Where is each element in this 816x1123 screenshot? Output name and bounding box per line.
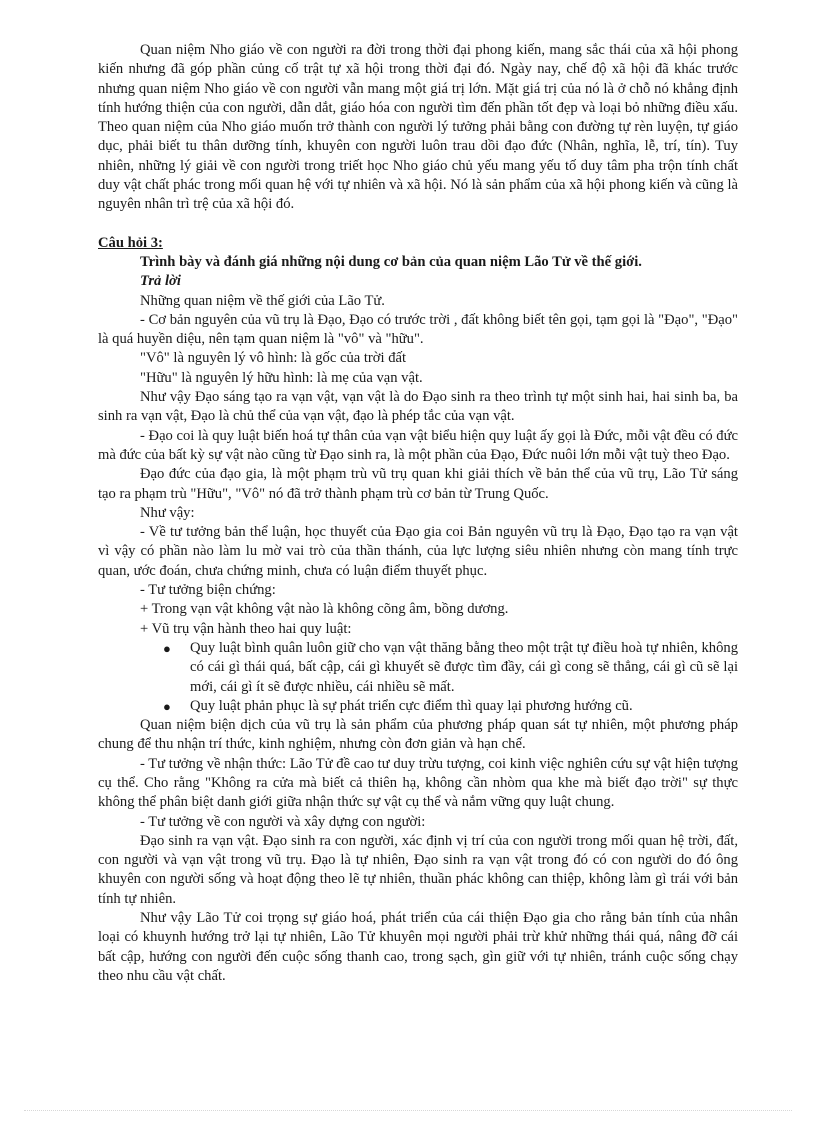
paragraph: - Tư tưởng biện chứng: bbox=[140, 582, 276, 599]
answer-label: Trả lời bbox=[140, 273, 181, 290]
paragraph: - Tư tưởng về con người và xây dựng con người: bbox=[140, 813, 426, 830]
paragraph: Như vậy: bbox=[140, 504, 195, 521]
question-title: Trình bày và đánh giá những nội dung cơ bản của quan niệm Lão Tử về thế giới. bbox=[140, 253, 642, 270]
paragraph: - Về tư tưởng bản thể luận, học thuyết của Đạo gia coi Bản nguyên vũ trụ là Đạo, Đạo tạo ra vạn vật vì vậy có phần nào làm lu mờ vai trò của thần thánh, của lực lượng siêu nhiên nhưng còn mang tính trực quan, ước đoán, chưa chứng minh, chưa có luận điểm thuyết phục. bbox=[98, 524, 738, 579]
paragraph: "Hữu" là nguyên lý hữu hình: là mẹ của vạn vật. bbox=[140, 369, 423, 386]
page-bottom-divider bbox=[24, 1110, 792, 1111]
paragraph: Quan niệm biện dịch của vũ trụ là sản phẩm của phương pháp quan sát tự nhiên, một phương pháp chung để thu nhận trí thức, kinh nghiệm, nhưng còn đơn giản và hạn chế. bbox=[98, 717, 738, 753]
question-heading: Câu hỏi 3: bbox=[98, 234, 163, 251]
paragraph: "Vô" là nguyên lý vô hình: là gốc của trời đất bbox=[140, 350, 407, 367]
paragraph: + Vũ trụ vận hành theo hai quy luật: bbox=[140, 620, 352, 637]
document-page bbox=[98, 41, 738, 986]
paragraph: - Đạo coi là quy luật biến hoá tự thân của vạn vật biểu hiện quy luật ấy gọi là Đức, mỗi vật đều có đức mà đức của bất kỳ sự vật nào cũng từ Đạo sinh ra, là một phần của Đạo, Đức nuôi lớn mỗi vật tuỳ theo Đạo. bbox=[98, 427, 738, 463]
paragraph: Đạo sinh ra vạn vật. Đạo sinh ra con người, xác định vị trí của con người trong mối quan hệ trời, đất, con người và vạn vật trong vũ trụ. Đạo là tự nhiên, Đạo sinh ra vạn vật trong đó có con người do đó ông khuyên con người sống và hoạt động theo lẽ tự nhiên, thuần phác không can thiệp, không làm gì trái với bản tính tự nhiên. bbox=[98, 832, 738, 907]
paragraph: + Trong vạn vật không vật nào là không cõng âm, bồng dương. bbox=[140, 601, 509, 618]
bullet-icon: ● bbox=[163, 640, 171, 656]
list-item bbox=[163, 639, 738, 697]
paragraph: - Cơ bản nguyên của vũ trụ là Đạo, Đạo có trước trời , đất không biết tên gọi, tạm gọi là "Đạo", "Đạo" là quá huyền diệu, nên tạm quan niệm là "vô" và "hữu". bbox=[98, 311, 738, 348]
bullet-icon: ● bbox=[163, 698, 171, 714]
paragraph: - Tư tưởng về nhận thức: Lão Tử đề cao tư duy trừu tượng, coi kinh việc nghiên cứu sự vật hiện tượng cụ thể. Cho rằng "Không ra cửa mà biết cả thiên hạ, không cần nhòm qua khe mà biết đạo trời" sự thực không thể phân biệt danh giới giữa nhận thức sự vật cụ thể và nắm vững quy luật chung. bbox=[98, 755, 738, 811]
intro-paragraph: Quan niệm Nho giáo về con người ra đời trong thời đại phong kiến, mang sắc thái của xã hội phong kiến nhưng đã góp phần củng cố trật tự xã hội trong thời đại đó. Ngày nay, chế độ xã hội đã khác trước nhưng quan niệm Nho giáo về con người vẫn mang một giá trị lớn. Mặt giá trị của nó là ở chỗ nó khẳng định tính hướng thiện của con người, dẫn dắt, giáo hóa con người tìm đến phần tốt đẹp và loại bỏ những điều xấu. Theo quan niệm của Nho giáo muốn trở thành con người lý tưởng phải bằng con đường tự rèn luyện, tự giáo dục, phải biết tu thân dưỡng tính, khuyên con người luôn trau dồi đạo đức (Nhân, nghĩa, lễ, trí, tín). Tuy nhiên, những lý giải về con người trong triết học Nho giáo chủ yếu mang yếu tố duy tâm pha trộn tính chất duy vật chất phác trong mối quan hệ với tự nhiên và xã hội. Nó là sản phẩm của xã hội phong kiến và cũng là nguyên nhân trì trệ của xã hội đó. bbox=[98, 42, 738, 213]
list-item bbox=[163, 697, 738, 716]
list-item-text: Quy luật phản phục là sự phát triển cực điểm thì quay lại phương hướng cũ. bbox=[190, 697, 633, 714]
bullet-list bbox=[98, 639, 738, 716]
list-item-text: Quy luật bình quân luôn giữ cho vạn vật thăng bằng theo một trật tự điều hoà tự nhiên, không có cái gì thái quá, bất cập, cái gì khuyết sẽ được tìm đầy, cái gì cong sẽ thẳng, cái gì cũ sẽ lại mới, cái gì ít sẽ được nhiều, cái nhiều sẽ mất. bbox=[190, 639, 738, 695]
paragraph: Đạo đức của đạo gia, là một phạm trù vũ trụ quan khi giải thích về bản thể của vũ trụ, Lão Tử sáng tạo ra phạm trù "Hữu", "Vô" nó đã trở thành phạm trù cơ bản từ Trung Quốc. bbox=[98, 466, 738, 502]
paragraph: Như vậy Lão Tử coi trọng sự giáo hoá, phát triển của cái thiện Đạo gia cho rằng bản tính của nhân loại có khuynh hướng trở lại tự nhiên, Lão Tử khuyên mọi người phải trừ khử những thái quá, nâng đỡ cái bất cập, hướng con người đến cuộc sống thanh cao, trong sạch, gìn giữ với tự nhiên, tránh cuộc sống chạy theo nhu cầu vật chất. bbox=[98, 910, 738, 984]
paragraph: Như vậy Đạo sáng tạo ra vạn vật, vạn vật là do Đạo sinh ra theo trình tự một sinh hai, hai sinh ba, ba sinh ra vạn vật, Đạo là chủ thể của vạn vật, đạo là phép tắc của vạn vật. bbox=[98, 389, 738, 425]
paragraph: Những quan niệm về thế giới của Lão Tử. bbox=[140, 292, 385, 309]
